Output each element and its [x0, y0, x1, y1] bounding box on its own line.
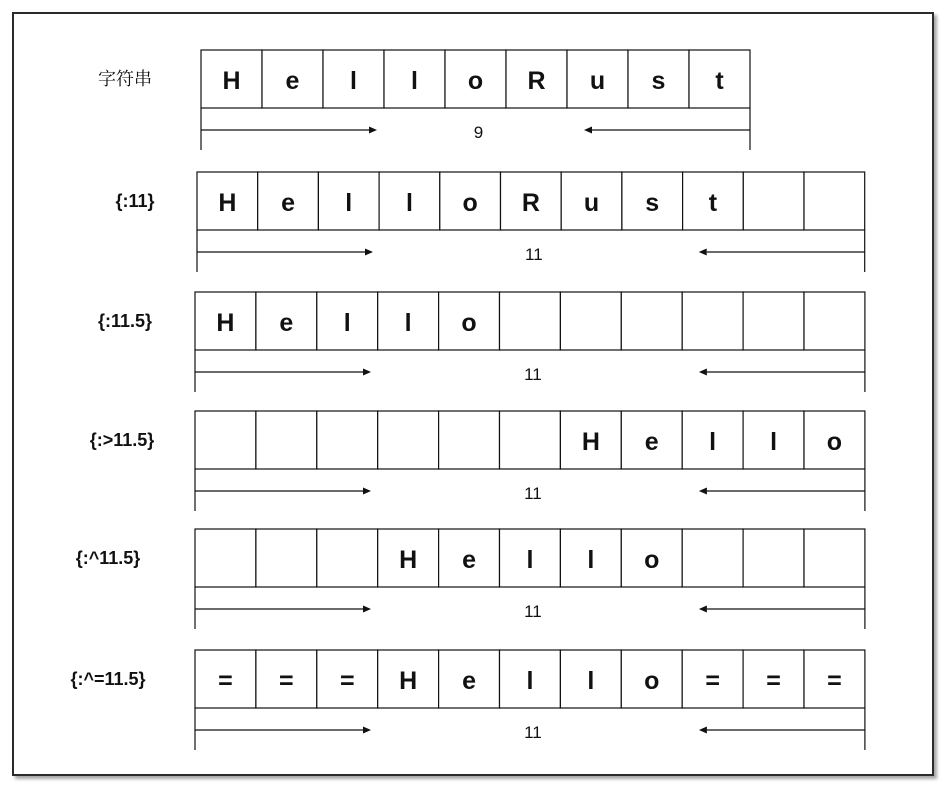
- left-arrowhead-icon: [699, 369, 707, 376]
- cell-char: l: [587, 667, 595, 695]
- row-2: [115, 172, 864, 272]
- cell-char: l: [404, 309, 412, 337]
- char-cell: [743, 172, 804, 230]
- right-arrowhead-icon: [363, 727, 371, 734]
- cell-char: o: [826, 428, 843, 456]
- char-cell: [743, 292, 804, 350]
- cell-char: t: [708, 189, 718, 217]
- char-cell: [317, 411, 378, 469]
- char-cell: [195, 411, 256, 469]
- row-5: [76, 529, 865, 629]
- cell-char: H: [218, 189, 237, 217]
- cell-char: =: [339, 667, 355, 695]
- width-value: 11: [524, 365, 542, 384]
- cell-char: u: [583, 189, 600, 217]
- cell-char: s: [651, 67, 666, 95]
- right-arrowhead-icon: [363, 369, 371, 376]
- cell-char: R: [527, 67, 546, 95]
- char-cell: [804, 529, 865, 587]
- char-cell: [256, 411, 317, 469]
- cell-char: H: [222, 67, 241, 95]
- left-arrowhead-icon: [699, 727, 707, 734]
- cell-char: l: [709, 428, 717, 456]
- cell-char: l: [343, 309, 351, 337]
- cell-char: o: [467, 67, 484, 95]
- row-label: {:11.5}: [97, 311, 153, 331]
- left-arrowhead-icon: [699, 488, 707, 495]
- char-cell: [500, 411, 561, 469]
- right-arrowhead-icon: [363, 488, 371, 495]
- right-arrowhead-icon: [369, 127, 377, 134]
- cell-char: e: [279, 309, 294, 337]
- char-cell: [560, 292, 621, 350]
- width-value: 9: [473, 123, 484, 142]
- left-arrowhead-icon: [584, 127, 592, 134]
- cell-char: l: [350, 67, 357, 95]
- cell-char: o: [461, 309, 477, 337]
- char-cell: [682, 292, 743, 350]
- cell-char: =: [279, 667, 294, 695]
- cell-char: u: [589, 67, 606, 95]
- char-cell: [439, 411, 500, 469]
- cell-char: H: [581, 428, 600, 456]
- cell-char: e: [462, 546, 477, 574]
- char-cell: [621, 292, 682, 350]
- cell-char: l: [345, 189, 353, 217]
- cell-char: l: [411, 67, 418, 95]
- row-1: [98, 50, 750, 150]
- cell-char: =: [705, 667, 720, 695]
- cell-char: l: [587, 546, 595, 574]
- cell-char: e: [644, 428, 659, 456]
- row-label: {:^=11.5}: [70, 669, 146, 689]
- cell-char: l: [526, 667, 534, 695]
- width-value: 11: [524, 602, 542, 621]
- cell-char: =: [218, 667, 233, 695]
- char-cell: [256, 529, 317, 587]
- row-label: 字符串: [98, 69, 152, 89]
- width-value: 11: [525, 245, 543, 264]
- cell-char: H: [399, 667, 418, 695]
- cell-char: s: [645, 189, 660, 217]
- cell-char: H: [216, 309, 235, 337]
- width-value: 11: [524, 723, 542, 742]
- char-cell: [195, 529, 256, 587]
- row-4: [90, 411, 865, 511]
- cell-char: e: [281, 189, 296, 217]
- row-label: {:11}: [115, 191, 155, 211]
- char-cell: [804, 292, 865, 350]
- row-3: [98, 292, 865, 392]
- char-cell: [682, 529, 743, 587]
- cell-char: e: [462, 667, 477, 695]
- row-label: {:^11.5}: [75, 548, 141, 568]
- cell-char: o: [644, 667, 660, 695]
- cell-char: =: [827, 667, 842, 695]
- left-arrowhead-icon: [699, 249, 707, 256]
- cell-char: o: [644, 546, 660, 574]
- char-cell: [378, 411, 439, 469]
- row-6: [70, 650, 864, 750]
- cell-char: R: [521, 189, 540, 217]
- char-cell: [317, 529, 378, 587]
- left-arrowhead-icon: [699, 606, 707, 613]
- cell-char: l: [770, 428, 778, 456]
- cell-char: t: [715, 67, 724, 95]
- right-arrowhead-icon: [365, 249, 373, 256]
- row-label: {:>11.5}: [89, 430, 155, 450]
- char-cell: [743, 529, 804, 587]
- cell-char: =: [766, 667, 781, 695]
- cell-char: H: [399, 546, 418, 574]
- right-arrowhead-icon: [363, 606, 371, 613]
- cell-char: o: [462, 189, 478, 217]
- cell-char: l: [405, 189, 413, 217]
- char-cell: [500, 292, 561, 350]
- width-value: 11: [524, 484, 542, 503]
- char-cell: [804, 172, 865, 230]
- cell-char: e: [285, 67, 300, 95]
- cell-char: l: [526, 546, 534, 574]
